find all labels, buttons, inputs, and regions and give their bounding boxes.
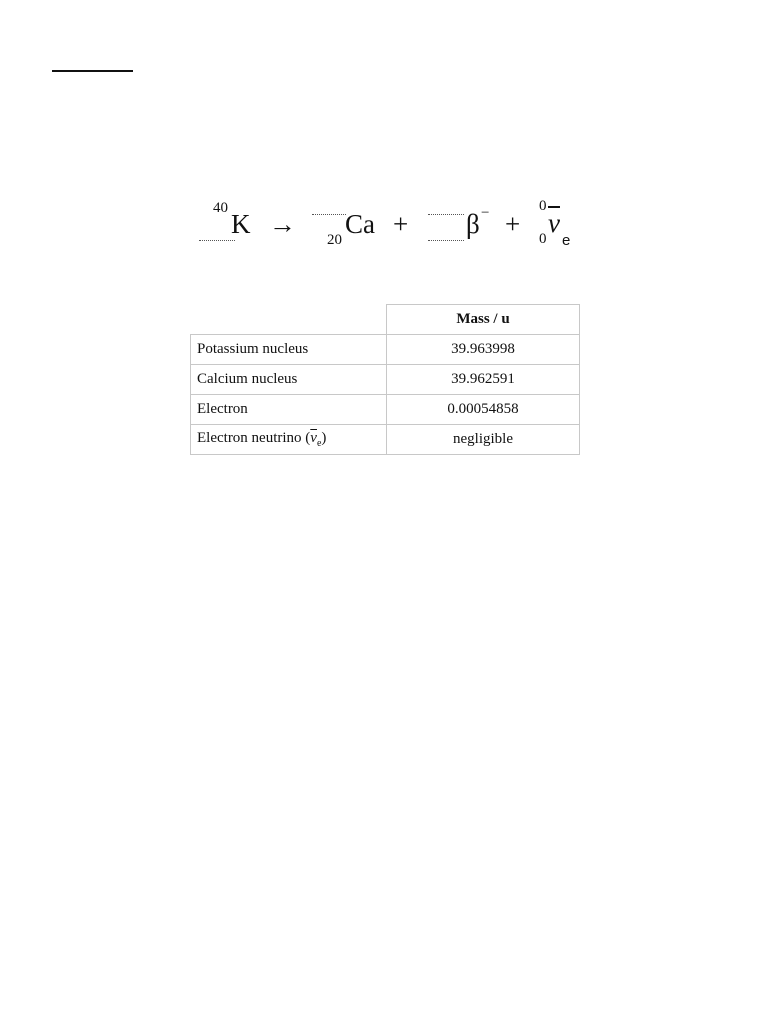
mass-table xyxy=(190,304,580,455)
beta-atomic-number-blank xyxy=(428,240,464,241)
neutrino-mass-number: 0 xyxy=(539,198,547,214)
particle-mass: 0.00054858 xyxy=(387,395,580,425)
parent-symbol: K xyxy=(231,209,251,239)
mass-column-header: Mass / u xyxy=(387,305,580,335)
table-header-row xyxy=(191,305,580,335)
beta-symbol: β xyxy=(466,209,480,239)
label-prefix: Electron neutrino ( xyxy=(197,430,311,446)
reaction-arrow: → xyxy=(269,209,296,239)
particle-label xyxy=(191,425,387,455)
table-corner-cell xyxy=(191,305,387,335)
decay-equation xyxy=(0,0,768,260)
particle-label: Calcium nucleus xyxy=(191,365,387,395)
beta-charge: − xyxy=(481,205,490,221)
plus-sign: + xyxy=(505,209,521,239)
particle-mass: 39.962591 xyxy=(387,365,580,395)
daughter-atomic-number: 20 xyxy=(327,232,342,248)
neutrino-subscript: e xyxy=(562,232,571,249)
beta-mass-number-blank xyxy=(428,214,464,215)
plus-sign: + xyxy=(393,209,409,239)
daughter-symbol: Ca xyxy=(345,209,375,239)
neutrino-inline-subscript: e xyxy=(316,438,322,449)
particle-label: Potassium nucleus xyxy=(191,335,387,365)
particle-mass: negligible xyxy=(387,425,580,455)
particle-mass: 39.963998 xyxy=(387,335,580,365)
daughter-mass-number-blank xyxy=(312,214,346,215)
label-suffix: ) xyxy=(321,430,327,446)
neutrino-atomic-number: 0 xyxy=(539,231,547,247)
table-row xyxy=(191,335,580,365)
parent-mass-number: 40 xyxy=(213,200,228,216)
table-row xyxy=(191,395,580,425)
table-row xyxy=(191,425,580,455)
parent-atomic-number-blank xyxy=(199,240,235,241)
table-row xyxy=(191,365,580,395)
particle-label: Electron xyxy=(191,395,387,425)
neutrino-symbol: $\overline{v}$ xyxy=(548,208,560,238)
neutrino-inline-symbol: $\overline{v}$ xyxy=(310,430,317,446)
